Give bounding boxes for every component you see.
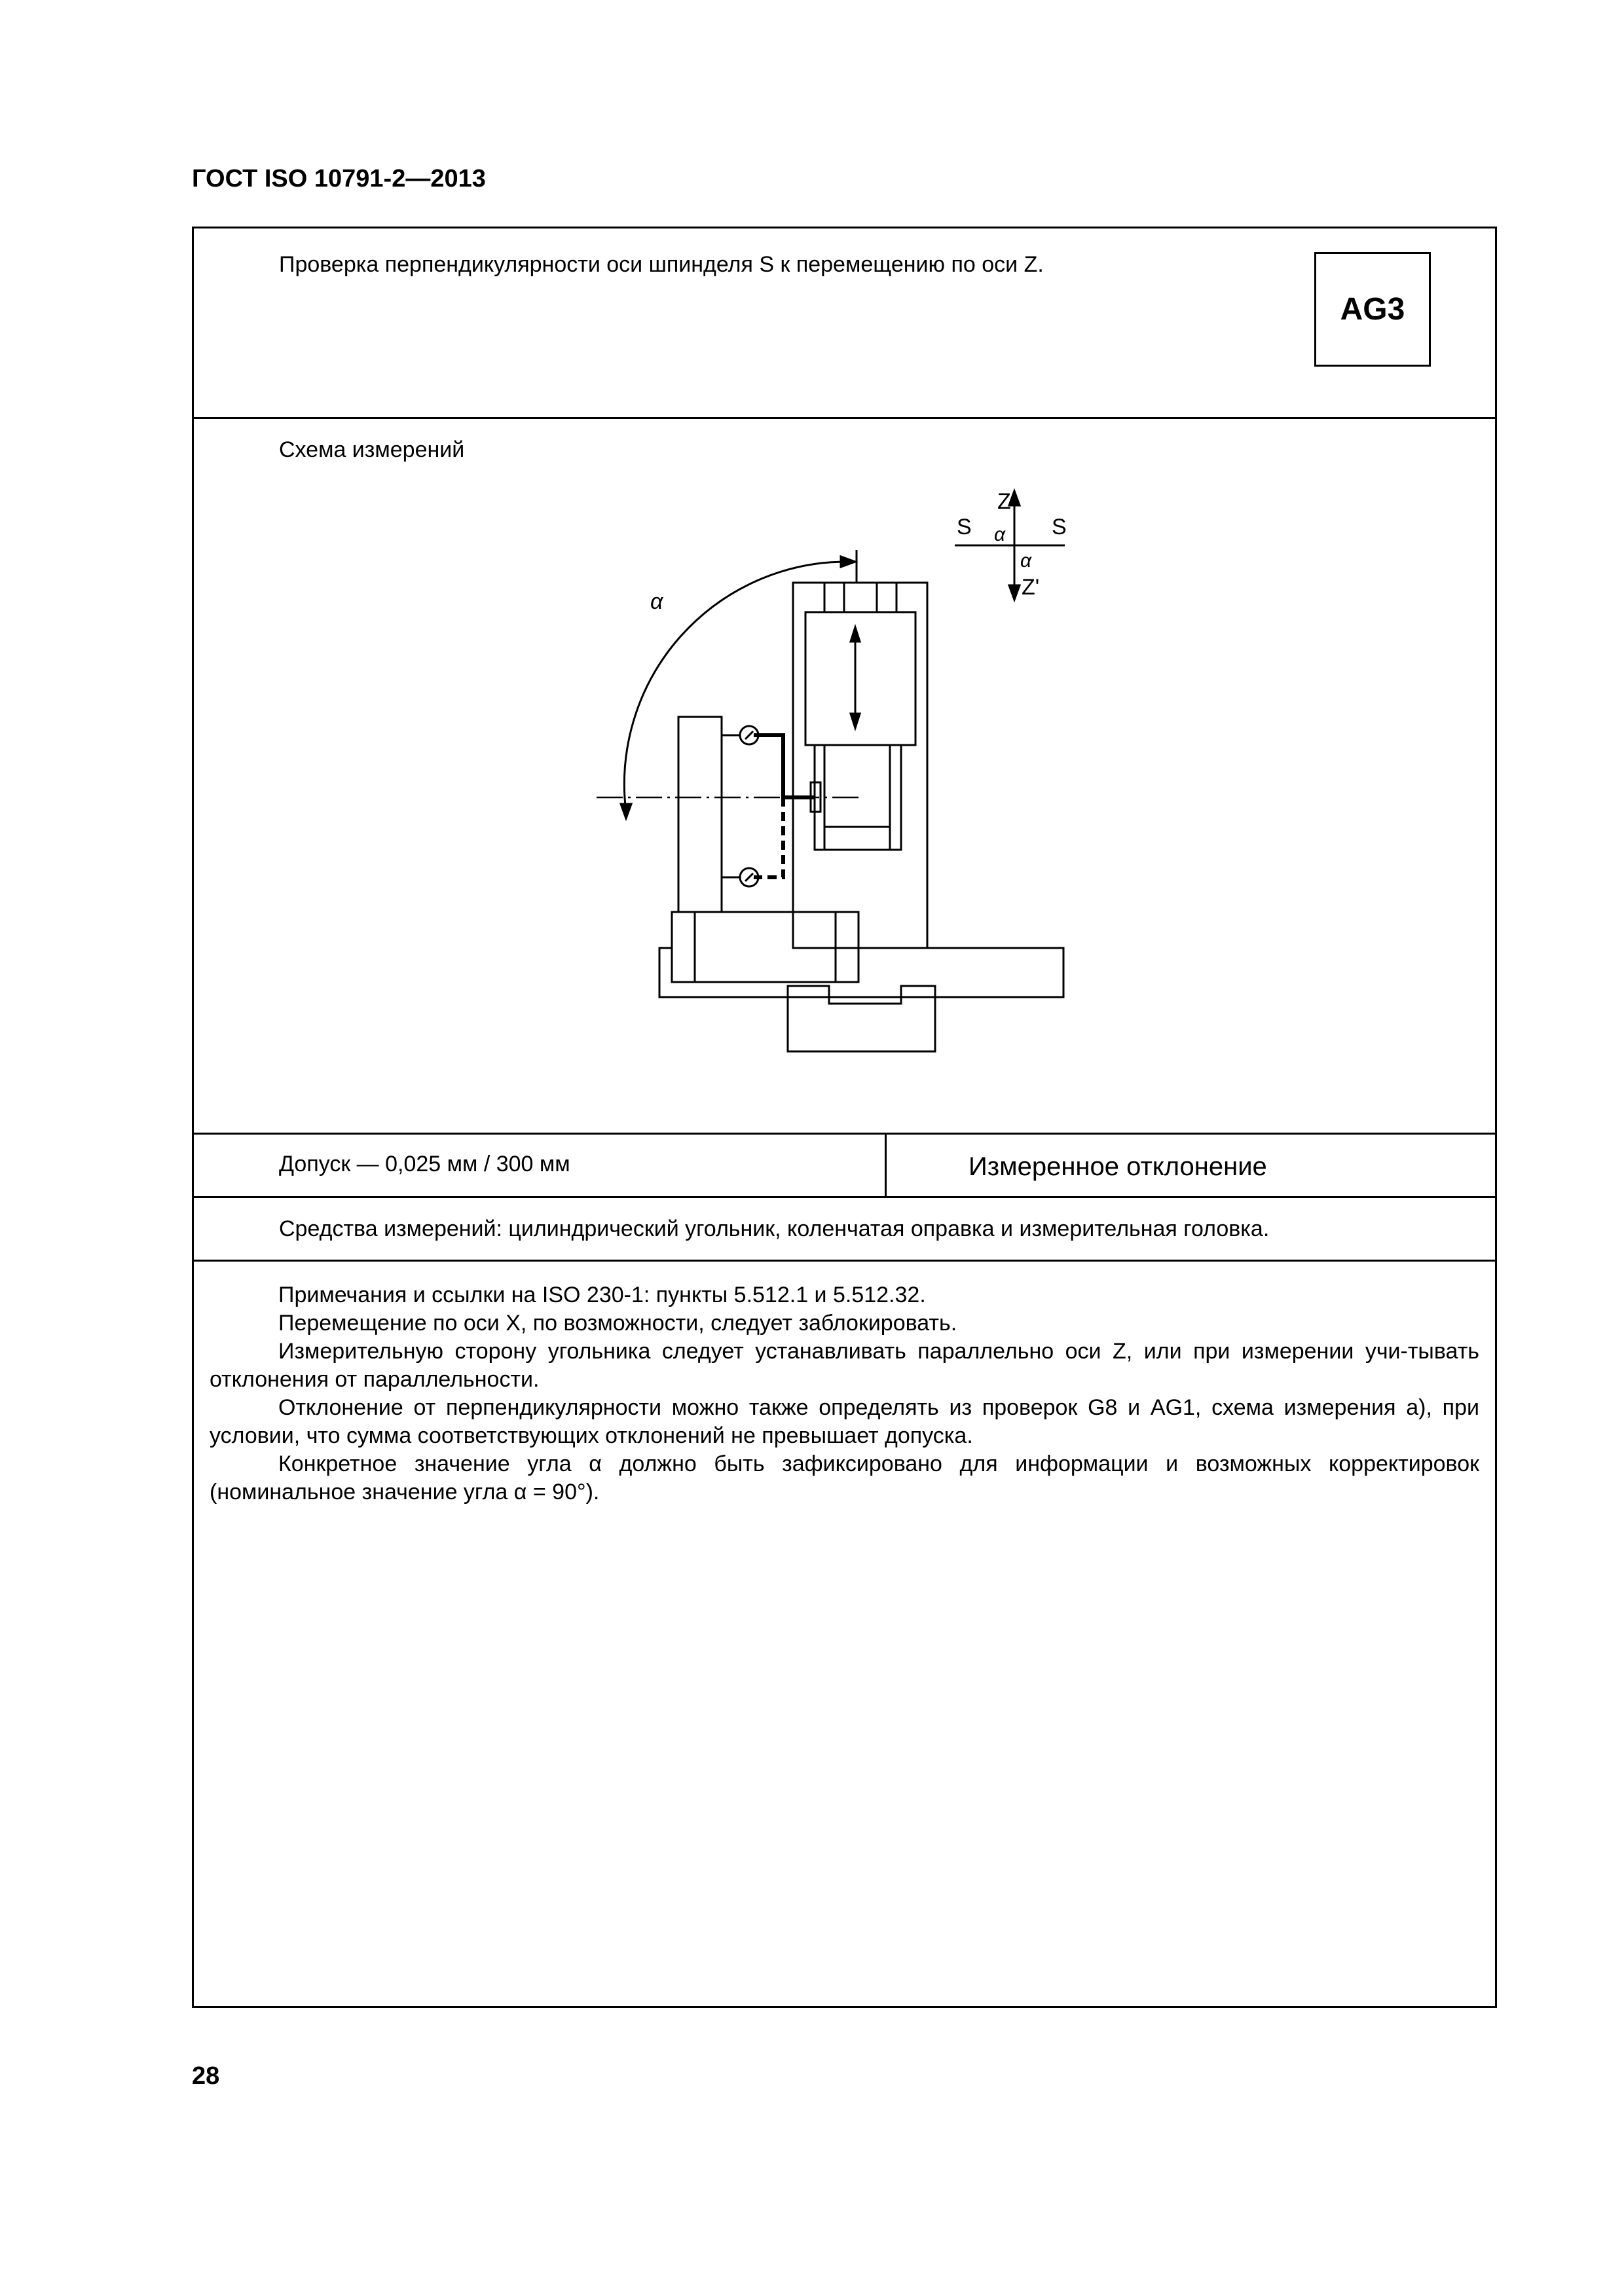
axis-z-label: Z	[997, 489, 1011, 514]
diagram-row	[194, 419, 1495, 1135]
column-body	[793, 583, 927, 948]
axis-z-prime-label: Z'	[1022, 575, 1040, 600]
note-paragraph: Конкретное значение угла α должно быть зафиксировано для информации и возможных корректировок (номинальное значение угла α = 90°).	[210, 1451, 1479, 1504]
head-travel-down-icon	[851, 714, 860, 728]
note-paragraph: Перемещение по оси X, по возможности, следует заблокировать.	[278, 1311, 957, 1336]
cylindrical-square	[678, 717, 722, 912]
measurement-diagram	[194, 419, 1495, 1133]
title-row	[194, 228, 1495, 419]
notes-block	[210, 1281, 1479, 1506]
alpha-arc-arrow-bottom-icon	[621, 804, 631, 818]
note-paragraph: Отклонение от перпендикулярности можно также определять из проверок G8 и AG1, схема измерения а), при условии, что сумма соответствующих отклонений не превышает допуска.	[210, 1395, 1479, 1448]
axis-s-right-label: S	[1052, 515, 1067, 539]
alpha-label-axis-top: α	[994, 524, 1006, 545]
axis-z-prime-arrow-icon	[1009, 585, 1020, 600]
alpha-label-axis-bottom: α	[1020, 550, 1032, 572]
page-number: 28	[192, 2062, 220, 2090]
document-header: ГОСТ ISO 10791-2—2013	[192, 165, 486, 192]
note-paragraph: Примечания и ссылки на ISO 230-1: пункты 5.512.1 и 5.512.32.	[278, 1283, 926, 1307]
tolerance-text: Допуск — 0,025 мм / 300 мм	[279, 1152, 570, 1176]
test-code-badge: AG3	[1314, 252, 1431, 367]
notes-row	[194, 1262, 1495, 2008]
alpha-arc-arrow-top-icon	[841, 556, 855, 567]
note-paragraph: Измерительную сторону угольника следует устанавливать параллельно оси Z, или при измерении учи-тывать отклонения от параллельности.	[210, 1339, 1479, 1392]
head-travel-up-icon	[851, 627, 860, 642]
tolerance-row	[194, 1135, 1495, 1198]
machine-table	[659, 948, 1063, 997]
axis-s-left-label: S	[957, 515, 972, 539]
column-divider	[885, 1135, 887, 1196]
test-title: Проверка перпендикулярности оси шпинделя S к перемещению по оси Z.	[279, 252, 1044, 277]
test-card	[192, 227, 1497, 2008]
instruments-row	[194, 1198, 1495, 1262]
table-slide	[788, 986, 935, 1051]
alpha-label-arc: α	[650, 589, 663, 614]
measured-deviation-label: Измеренное отклонение	[969, 1152, 1267, 1181]
spindle-head	[805, 612, 915, 745]
instruments-text: Средства измерений: цилиндрический угольник, коленчатая оправка и измерительная головка.	[279, 1216, 1270, 1241]
diagram-label: Схема измерений	[279, 437, 465, 462]
